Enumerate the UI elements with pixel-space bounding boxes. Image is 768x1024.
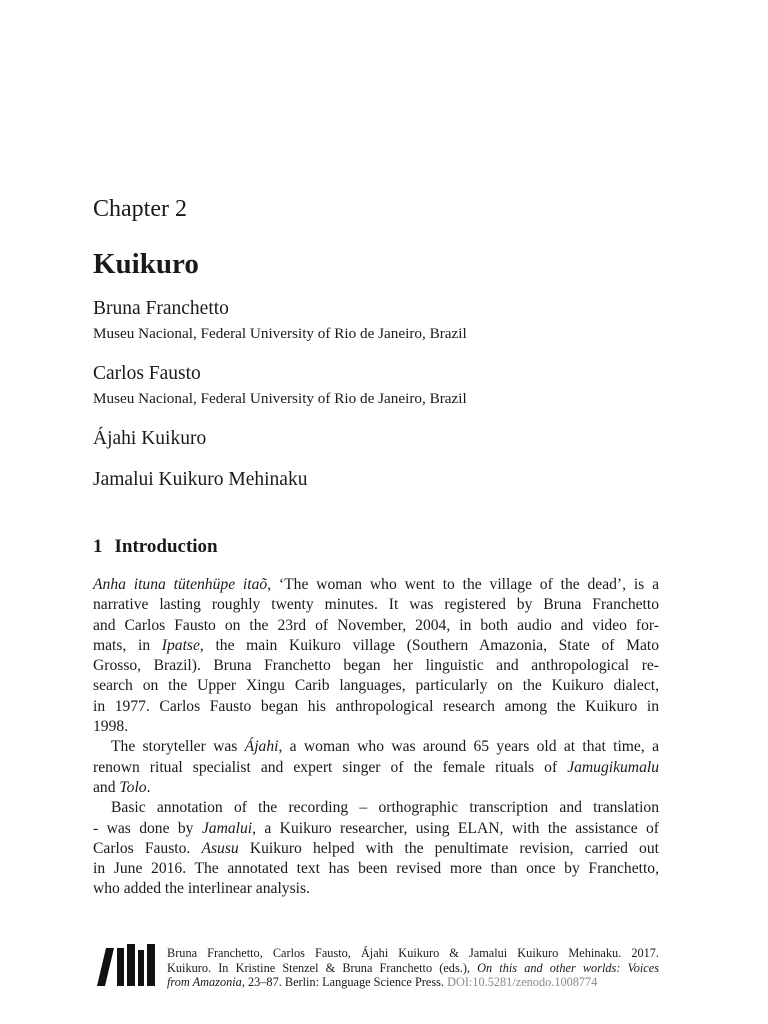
text-line: in June 2016. The annotated text has been revised more than once by Franchetto, bbox=[93, 860, 659, 878]
section-heading bbox=[93, 535, 218, 559]
text-line: Carlos Fausto. Asusu Kuikuro helped with the penultimate revision, carried out bbox=[93, 839, 659, 857]
chapter-label: Chapter 2 bbox=[93, 196, 187, 222]
text-line: mats, in Ipatse, the main Kuikuro village (Southern Amazonia, State of Mato bbox=[93, 636, 660, 654]
body-text bbox=[93, 575, 659, 900]
paragraph-1 bbox=[93, 575, 659, 737]
citation-text bbox=[167, 946, 659, 990]
text-line: and Tolo. bbox=[93, 778, 151, 796]
chapter-title: Kuikuro bbox=[93, 248, 199, 280]
citation-footer bbox=[93, 944, 659, 988]
text-line: narrative lasting roughly twenty minutes. It was registered by Bruna Franchetto bbox=[93, 596, 659, 614]
text-line: search on the Upper Xingu Carib languages, particularly on the Kuikuro dialect, bbox=[93, 677, 659, 695]
text-line: The storyteller was Ájahi, a woman who was around 65 years old at that time, a bbox=[111, 738, 659, 756]
doi-link[interactable]: DOI:10.5281/zenodo.1008774 bbox=[447, 975, 598, 990]
paragraph-3 bbox=[93, 798, 659, 899]
author-affiliation-1: Museu Nacional, Federal University of Rio de Janeiro, Brazil bbox=[93, 325, 467, 342]
text-line: Grosso, Brazil). Bruna Franchetto began her linguistic and anthropological re- bbox=[93, 657, 659, 675]
author-name-2: Carlos Fausto bbox=[93, 363, 201, 384]
section-title: Introduction bbox=[114, 536, 218, 557]
text-line: Basic annotation of the recording – orthographic transcription and translation bbox=[111, 799, 659, 817]
text-line: Anha ituna tütenhüpe itaõ, ‘The woman who went to the village of the dead’, is a bbox=[93, 576, 659, 593]
paragraph-2 bbox=[93, 737, 659, 798]
text-line: in 1977. Carlos Fausto began his anthropological research among the Kuikuro in bbox=[93, 697, 659, 715]
citation-line: Kuikuro. In Kristine Stenzel & Bruna Franchetto (eds.), On this and other worlds: Voices bbox=[167, 960, 659, 975]
text-line: and Carlos Fausto on the 23rd of November, 2004, in both audio and video for- bbox=[93, 616, 659, 634]
text-line: - was done by Jamalui, a Kuikuro researcher, using ELAN, with the assistance of bbox=[93, 819, 659, 837]
author-affiliation-2: Museu Nacional, Federal University of Rio de Janeiro, Brazil bbox=[93, 390, 467, 407]
author-name-1: Bruna Franchetto bbox=[93, 298, 229, 319]
citation-line: from Amazonia, 23–87. Berlin: Language Science Press. DOI:10.5281/zenodo.1008774 bbox=[167, 975, 598, 990]
text-line: renown ritual specialist and expert singer of the female rituals of Jamugikumalu bbox=[93, 758, 659, 776]
author-name-3: Ájahi Kuikuro bbox=[93, 428, 207, 449]
text-line: who added the interlinear analysis. bbox=[93, 880, 310, 898]
language-science-press-logo-icon bbox=[97, 944, 155, 986]
author-name-4: Jamalui Kuikuro Mehinaku bbox=[93, 469, 308, 490]
section-number: 1 bbox=[93, 536, 103, 557]
citation-line: Bruna Franchetto, Carlos Fausto, Ájahi Kuikuro & Jamalui Kuikuro Mehinaku. 2017. bbox=[167, 946, 659, 960]
paper-page bbox=[93, 0, 659, 1024]
text-line: 1998. bbox=[93, 718, 129, 736]
